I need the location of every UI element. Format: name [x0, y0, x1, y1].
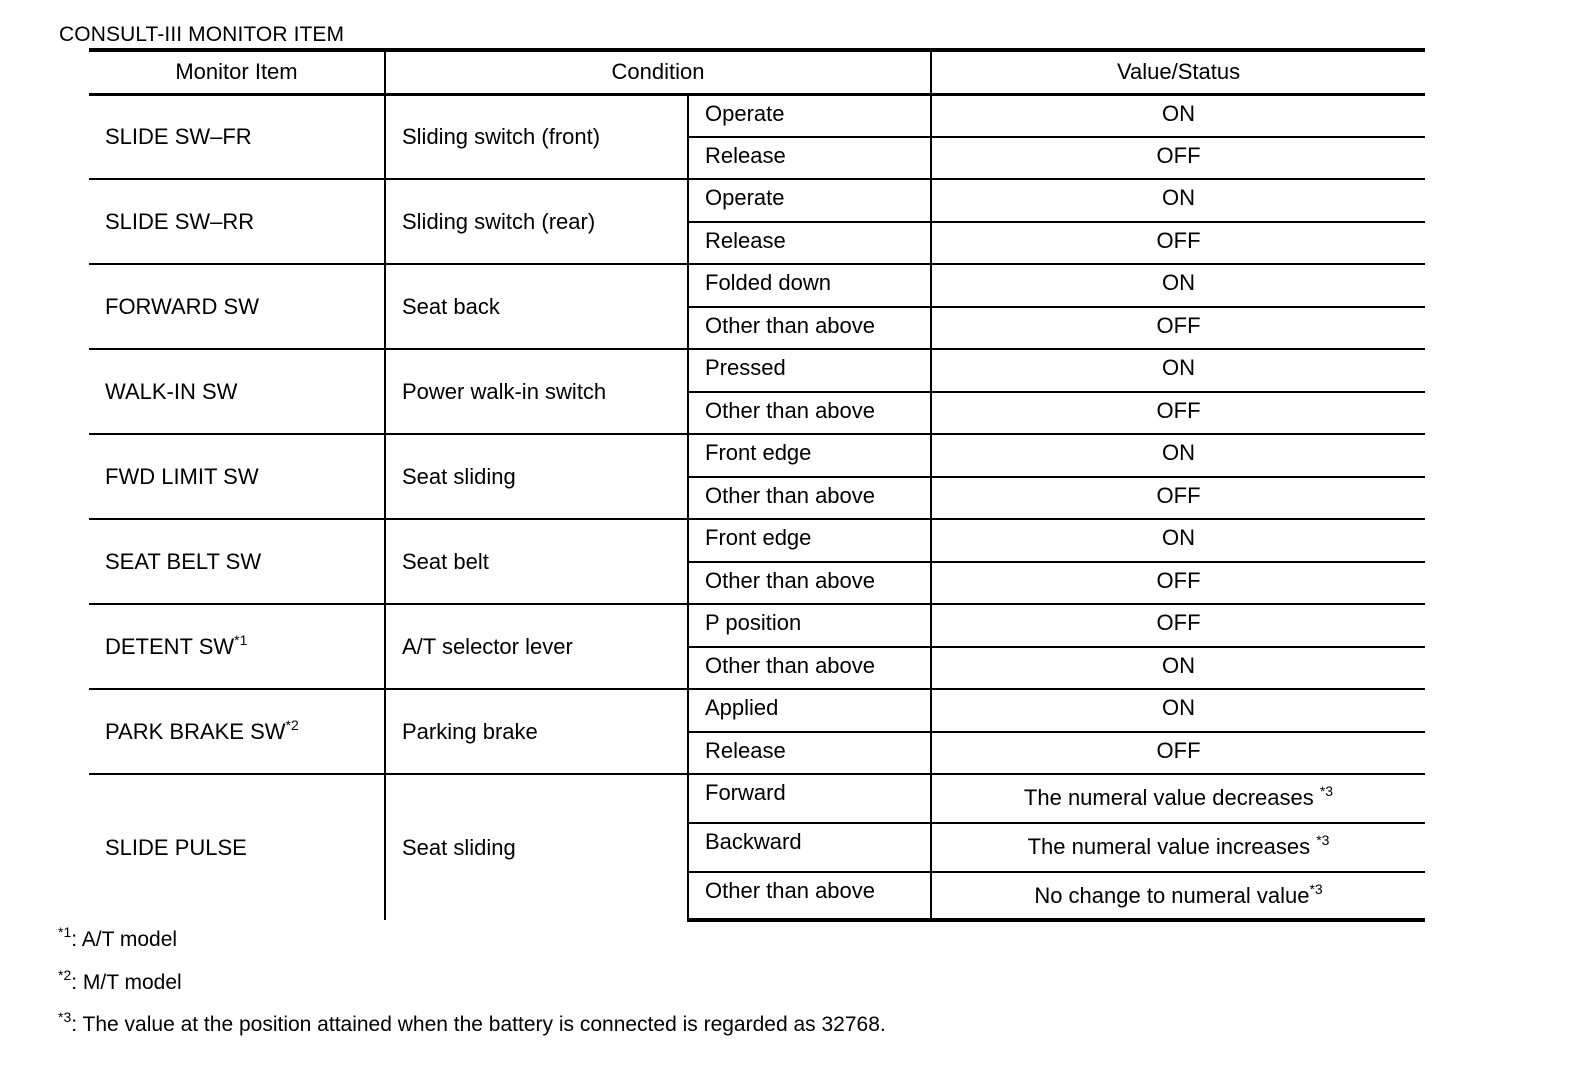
sub-condition-cell: Other than above — [688, 392, 931, 434]
monitor-item-label: SLIDE SW–FR — [105, 123, 252, 149]
value-cell — [931, 264, 1425, 307]
monitor-item-label: SLIDE PULSE — [105, 834, 247, 860]
value-cell — [931, 823, 1425, 872]
monitor-item-cell — [89, 179, 385, 264]
value-cell — [931, 434, 1425, 477]
sub-condition-cell: Other than above — [688, 872, 931, 920]
value-text: ON — [1162, 525, 1196, 550]
footnote-2 — [58, 967, 182, 995]
table-row — [89, 349, 1425, 392]
value-text: OFF — [1156, 228, 1201, 253]
value-text: OFF — [1156, 398, 1201, 423]
value-text: The numeral value increases — [1027, 834, 1317, 859]
table-row — [89, 264, 1425, 307]
sub-condition-cell: Operate — [688, 94, 931, 137]
monitor-item-label: FWD LIMIT SW — [105, 463, 259, 489]
condition-cell: Seat sliding — [385, 434, 688, 519]
footnote-mark: *3 — [58, 1009, 72, 1025]
value-cell — [931, 689, 1425, 732]
monitor-item-cell — [89, 264, 385, 349]
table-header-row — [89, 50, 1425, 94]
page-title: CONSULT-III MONITOR ITEM — [59, 23, 345, 46]
monitor-item-cell — [89, 94, 385, 179]
sub-condition-cell: Release — [688, 137, 931, 179]
value-text: OFF — [1156, 313, 1201, 338]
footnote-ref: *2 — [285, 716, 299, 733]
value-text: The numeral value decreases — [1023, 785, 1320, 810]
table-row — [89, 689, 1425, 732]
monitor-item-label: FORWARD SW — [105, 293, 259, 319]
sub-condition-cell: Front edge — [688, 434, 931, 477]
value-cell — [931, 307, 1425, 349]
monitor-item-label: DETENT SW — [105, 633, 235, 659]
value-text: OFF — [1156, 483, 1201, 508]
value-cell — [931, 94, 1425, 137]
footnote-text: : The value at the position attained when the battery is connected is regarded as 32768. — [71, 1013, 886, 1036]
header-value-status: Value/Status — [931, 50, 1425, 94]
condition-cell: Sliding switch (front) — [385, 94, 688, 179]
table-row — [89, 604, 1425, 647]
value-text: ON — [1162, 440, 1196, 465]
sub-condition-cell: Other than above — [688, 647, 931, 689]
value-text: ON — [1162, 695, 1196, 720]
footnote-1 — [58, 924, 178, 952]
monitor-item-cell — [89, 774, 385, 920]
value-cell — [931, 222, 1425, 264]
sub-condition-cell: Other than above — [688, 562, 931, 604]
condition-cell: Seat sliding — [385, 774, 688, 920]
footnote-ref: *3 — [1309, 881, 1323, 897]
value-cell — [931, 179, 1425, 222]
value-text: ON — [1162, 270, 1196, 295]
value-text: ON — [1162, 185, 1196, 210]
sub-condition-cell: Applied — [688, 689, 931, 732]
monitor-item-cell — [89, 434, 385, 519]
value-cell — [931, 477, 1425, 519]
value-text: OFF — [1156, 738, 1201, 763]
condition-cell: Parking brake — [385, 689, 688, 774]
footnote-text: : A/T model — [71, 928, 178, 951]
value-text: OFF — [1156, 143, 1201, 168]
condition-cell: Seat back — [385, 264, 688, 349]
value-cell — [931, 732, 1425, 774]
footnote-mark: *2 — [58, 967, 72, 983]
sub-condition-cell: Folded down — [688, 264, 931, 307]
sub-condition-cell: P position — [688, 604, 931, 647]
sub-condition-cell: Other than above — [688, 477, 931, 519]
monitor-item-cell — [89, 604, 385, 689]
footnote-text: : M/T model — [71, 971, 182, 994]
table-row — [89, 519, 1425, 562]
condition-cell: Sliding switch (rear) — [385, 179, 688, 264]
value-text: ON — [1162, 355, 1196, 380]
value-cell — [931, 392, 1425, 434]
footnote-ref: *3 — [1316, 832, 1330, 848]
monitor-item-cell — [89, 519, 385, 604]
monitor-item-cell — [89, 349, 385, 434]
sub-condition-cell: Operate — [688, 179, 931, 222]
header-monitor-item: Monitor Item — [89, 50, 385, 94]
value-cell — [931, 137, 1425, 179]
value-cell — [931, 562, 1425, 604]
value-cell — [931, 349, 1425, 392]
footnote-3 — [58, 1009, 886, 1037]
sub-condition-cell: Other than above — [688, 307, 931, 349]
monitor-item-label: WALK-IN SW — [105, 378, 238, 404]
footnote-mark: *1 — [58, 924, 72, 940]
value-text: ON — [1162, 100, 1196, 126]
condition-cell: Seat belt — [385, 519, 688, 604]
table-row — [89, 94, 1425, 137]
sub-condition-cell: Forward — [688, 774, 931, 823]
table-row — [89, 774, 1425, 823]
monitor-item-label: PARK BRAKE SW — [105, 718, 286, 744]
sub-condition-cell: Pressed — [688, 349, 931, 392]
sub-condition-cell: Front edge — [688, 519, 931, 562]
footnote-ref: *3 — [1319, 783, 1334, 799]
value-text: No change to numeral value — [1034, 883, 1310, 908]
condition-cell: Power walk-in switch — [385, 349, 688, 434]
value-cell — [931, 872, 1425, 920]
monitor-item-table — [89, 48, 1425, 922]
header-condition: Condition — [385, 50, 931, 94]
value-cell — [931, 519, 1425, 562]
monitor-item-label: SLIDE SW–RR — [105, 208, 255, 234]
table-row — [89, 434, 1425, 477]
condition-cell: A/T selector lever — [385, 604, 688, 689]
value-text: OFF — [1156, 610, 1201, 635]
sub-condition-cell: Release — [688, 732, 931, 774]
value-cell — [931, 604, 1425, 647]
value-text: OFF — [1156, 568, 1201, 593]
sub-condition-cell: Release — [688, 222, 931, 264]
monitor-item-label: SEAT BELT SW — [105, 548, 262, 574]
sub-condition-cell: Backward — [688, 823, 931, 872]
value-cell — [931, 774, 1425, 823]
table-row — [89, 179, 1425, 222]
value-text: ON — [1162, 653, 1196, 678]
footnote-ref: *1 — [234, 631, 248, 648]
monitor-item-cell — [89, 689, 385, 774]
value-cell — [931, 647, 1425, 689]
